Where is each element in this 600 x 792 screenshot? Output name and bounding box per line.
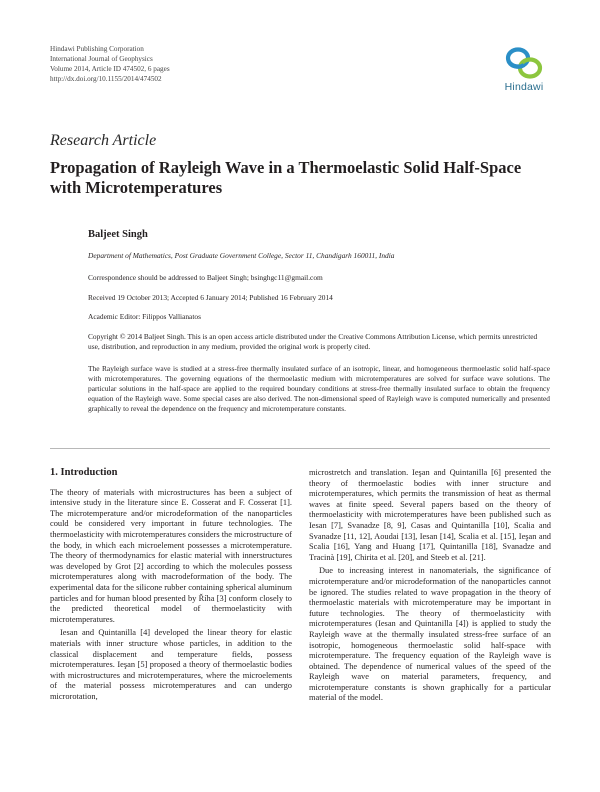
hindawi-logo-icon (504, 46, 544, 80)
journal-header (50, 44, 170, 84)
logo-text: Hindawi (504, 81, 544, 93)
journal-name: International Journal of Geophysics (50, 55, 153, 63)
right-column (309, 468, 551, 704)
copyright-notice: Copyright © 2014 Baljeet Singh. This is an open access article distributed under the Creative Commons Attribution License, which permits unrestricted use, distribution, and reproduction in any medium, provided the original work is properly cited. (88, 332, 538, 351)
academic-editor: Academic Editor: Filippos Vallianatos (88, 312, 201, 321)
hindawi-logo (497, 46, 551, 93)
article-type: Research Article (50, 132, 157, 149)
left-column (50, 468, 292, 702)
publication-dates: Received 19 October 2013; Accepted 6 January 2014; Published 16 February 2014 (88, 293, 333, 302)
paragraph: Iesan and Quintanilla [4] developed the linear theory for elastic materials with inner structure whose particles, in addition to the classical displacement and temperature fields, possess microtemperatures. Ieşan [5] proposed a theory of thermoelastic bodies with microstructures and microtemperatures, where the microelements of the material possess microtemperatures and can undergo microrotation, (50, 628, 292, 701)
paragraph: microstretch and translation. Ieşan and Quintanilla [6] presented the theory of thermoelastic bodies with inner structure and microtemperatures, which permits the transmission of heat as thermal waves at finite speed. Several papers based on the theory of thermoelasticity with microtemperatures have been published such as Iesan [7], Svanadze [8, 9], Casas and Quintanilla [10], Scalia and Svanadze [11, 12], Aoudai [13], Iesan [14], Scalia et al. [15], Ieşan and Scalia [16], Yang and Huang [17], Quintanilla [18], Svanadze and Tracinà [19], Chirita et al. [20], and Steeb et al. [21]. (309, 468, 551, 562)
author-name: Baljeet Singh (88, 229, 148, 240)
abstract: The Rayleigh surface wave is studied at a stress-free thermally insulated surface of an isotropic, linear, and homogeneous thermoelastic solid half-space with microtemperatures. The governing equations of the thermoelastic medium with microtemperatures are solved for surface wave solutions. The particular solutions in the half-space are applied to the required boundary conditions at stress-free thermally insulated surface to obtain the frequency equation of the Rayleigh wave. Some special cases are also derived. The non-dimensional speed of Rayleigh wave is computed numerically and presented graphically to reveal the dependence on the frequency and microtemperature constants. (88, 364, 550, 413)
section-heading: 1. Introduction (50, 467, 118, 478)
section-divider (50, 448, 550, 449)
affiliation: Department of Mathematics, Post Graduate Government College, Sector 11, Chandigarh 160011, India (88, 251, 395, 260)
volume-info: Volume 2014, Article ID 474502, 6 pages (50, 65, 170, 73)
correspondence: Correspondence should be addressed to Baljeet Singh; bsinghgc11@gmail.com (88, 273, 323, 282)
doi-link[interactable]: http://dx.doi.org/10.1155/2014/474502 (50, 75, 162, 83)
paragraph: Due to increasing interest in nanomaterials, the significance of microtemperature and/or microdeformation of the nanoparticles cannot be ignored. The studies related to wave propagation in the theory of thermoelastic materials with microtemperature may be important in future technologies. The theory of thermoelasticity with microtemperatures (Iesan and Quintanilla [4]) is applied to study the Rayleigh wave at the thermally insulated stress-free surface of an isotropic, homogeneous thermoelastic solid half-space with microtemperature. The frequency equation of the Rayleigh wave is obtained. The dependence of numerical values of the speed of the Rayleigh wave on material parameters, frequency, and microtemperature constants is shown graphically for a particular material of the model. (309, 566, 551, 703)
publisher-name: Hindawi Publishing Corporation (50, 45, 144, 53)
paragraph: The theory of materials with microstructures has been a subject of intensive study in the literature since E. Cosserat and F. Cosserat [1]. The microtemperature and/or microdeformation of the nanoparticles could be considered very important in future technologies. The thermoelasticity with microtemperatures considers the microstructure of the body, in which each microelement possesses a microtemperature. The theory of thermodynamics for elastic material with innerstructures was developed by Grot [2] according to which the molecules possess microtemperatures along with macrodeformation of the body. The experimental data for the silicone rubber containing spherical aluminum particles and for human blood presented by Říha [3] conform closely to the predicted theoretical model of thermoelasticity with microtemperatures. (50, 487, 292, 624)
paper-title: Propagation of Rayleigh Wave in a Thermoelastic Solid Half-Space with Microtemperatures (50, 158, 522, 197)
